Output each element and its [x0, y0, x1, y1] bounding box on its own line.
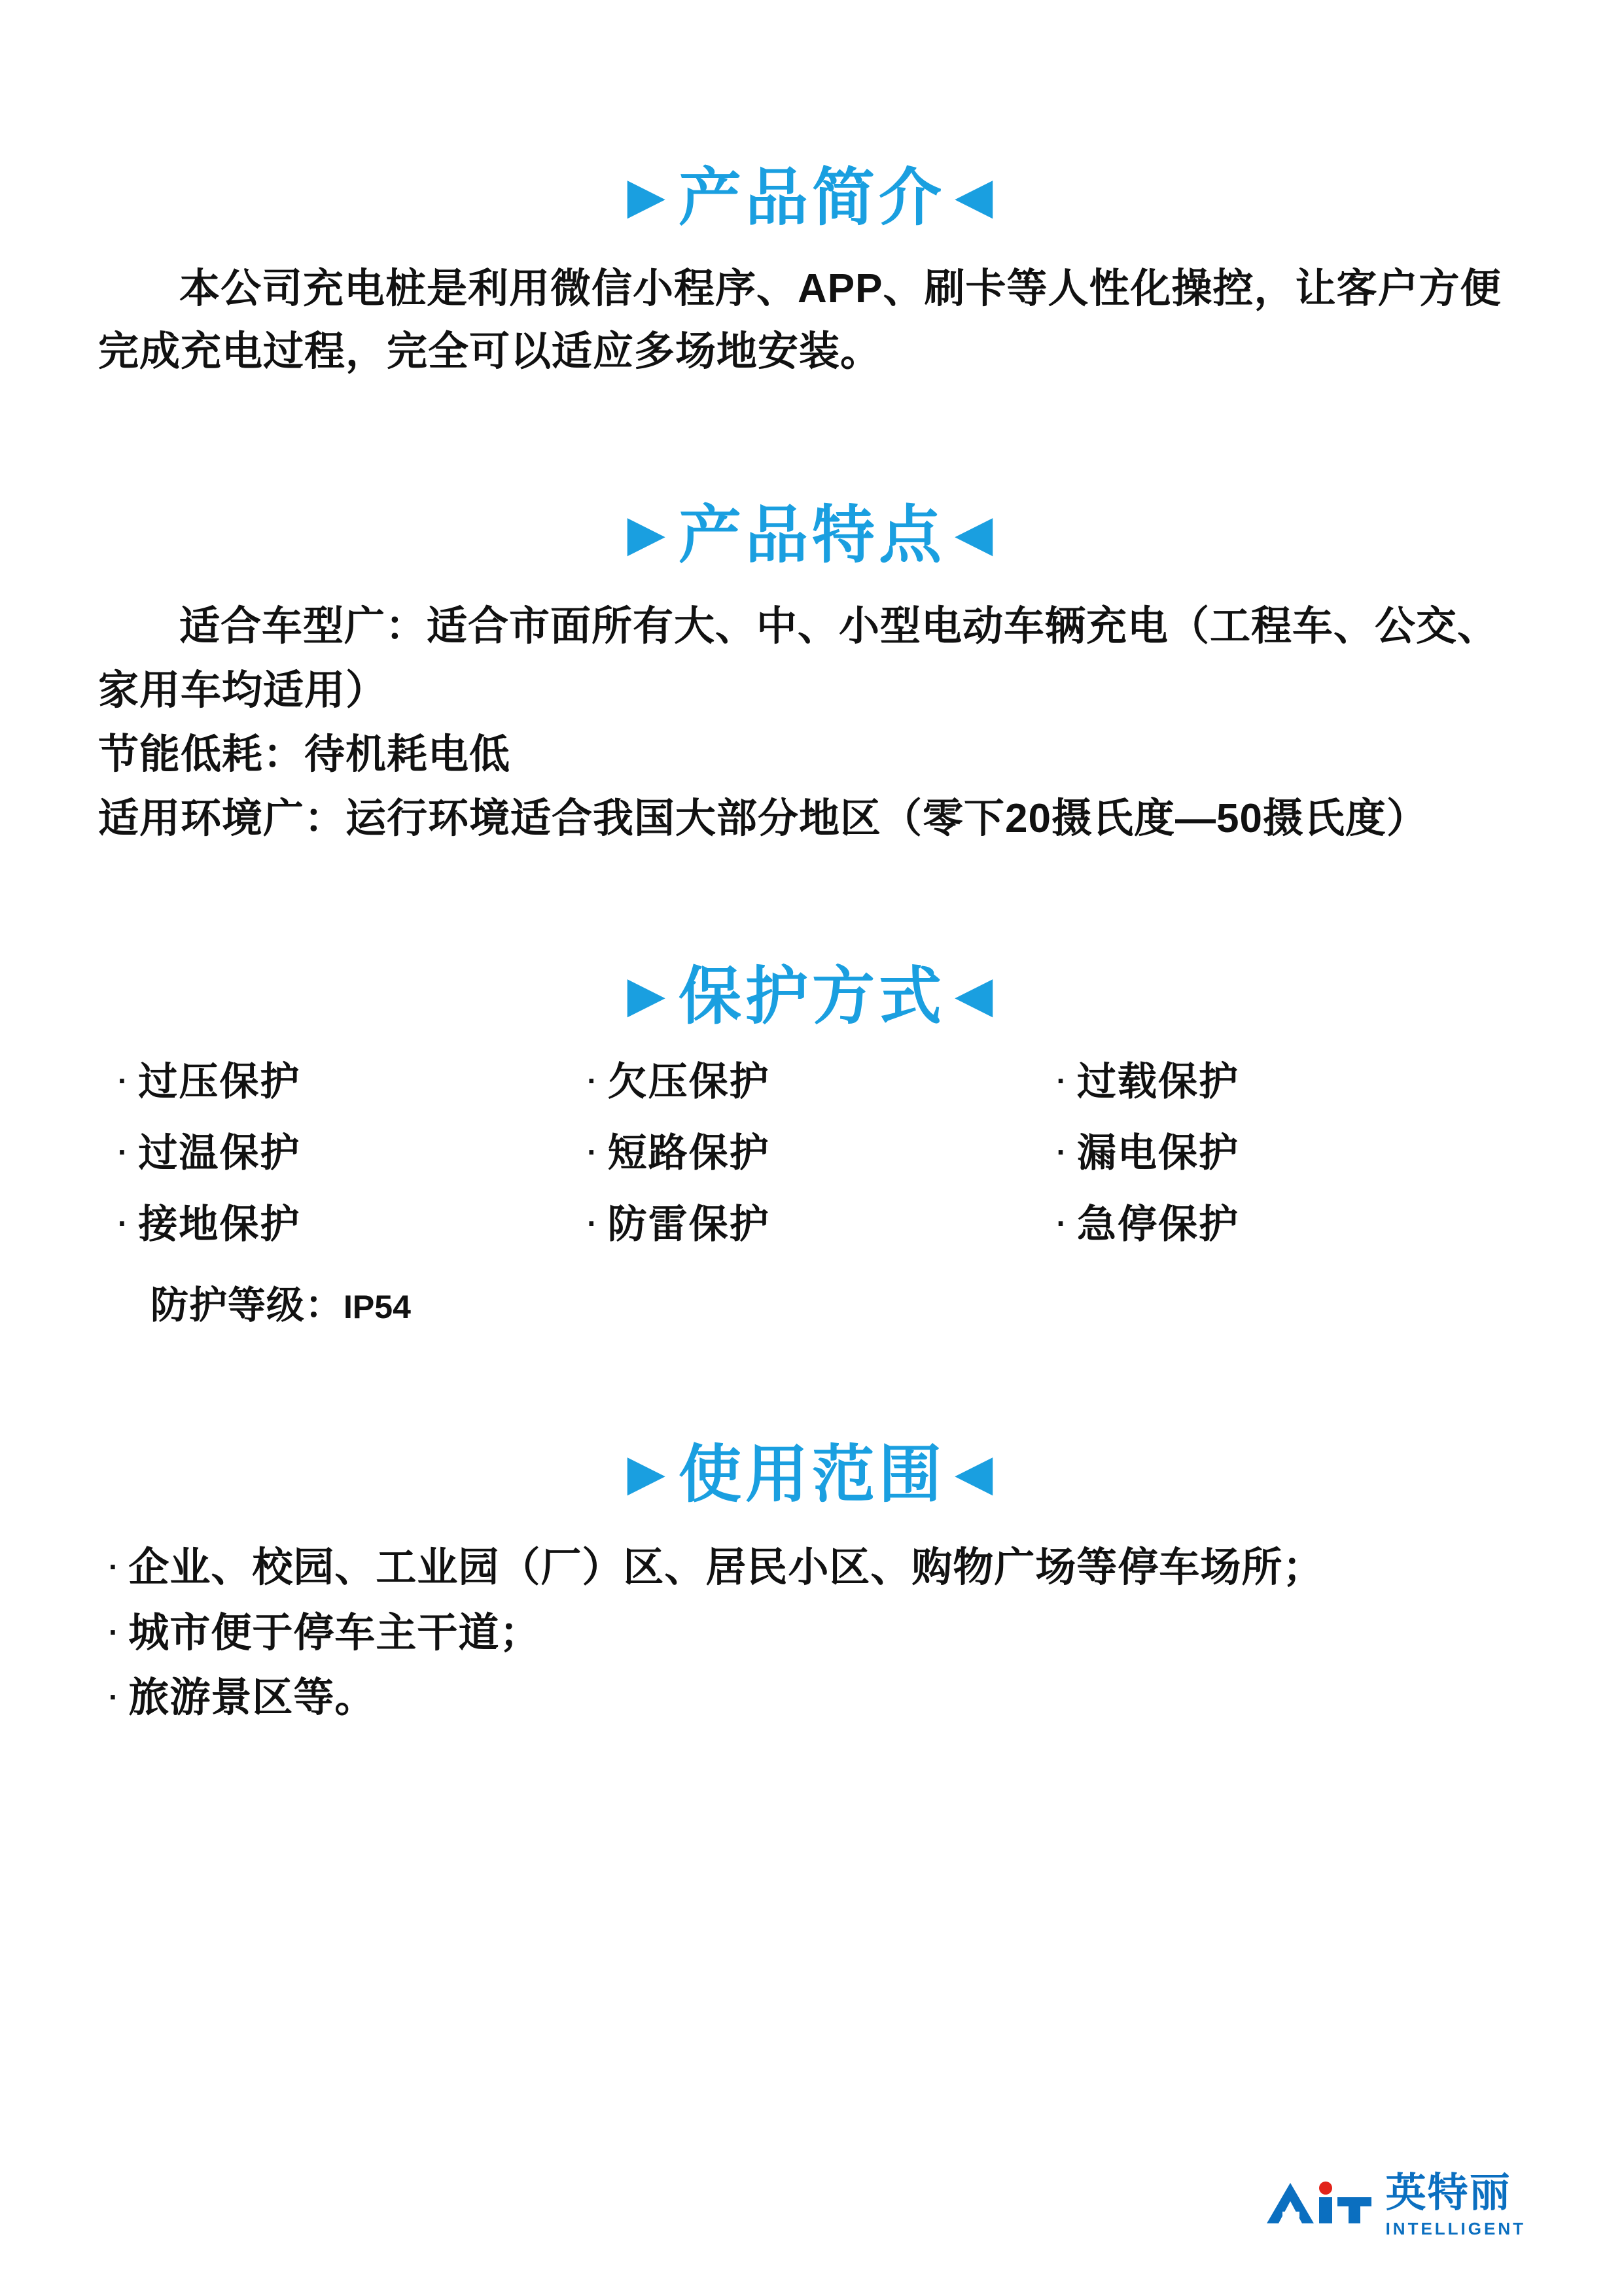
- protection-item: [1057, 1126, 1526, 1179]
- section-heading-usage: [98, 1440, 1526, 1510]
- bullet-icon: ·: [109, 1679, 120, 1714]
- bullet-icon: ·: [1056, 1063, 1068, 1098]
- protection-item: [1057, 1055, 1526, 1108]
- triangle-left-icon: ▶: [627, 1444, 669, 1501]
- feature-line-1: 适合车型广：适合市面所有大、中、小型电动车辆充电（工程车、公交、家用车均适用）: [98, 604, 1499, 714]
- protection-item-label: 过压保护: [138, 1059, 301, 1104]
- logo-name-cn: 英特丽: [1385, 2170, 1511, 2216]
- protection-item: [118, 1126, 587, 1179]
- triangle-right-icon: ◀: [955, 967, 997, 1023]
- usage-item-label: 旅游景区等。: [128, 1675, 376, 1720]
- protection-item-label: 欠压保护: [607, 1059, 770, 1104]
- triangle-left-icon: ▶: [627, 168, 669, 224]
- protection-item-label: 急停保护: [1076, 1202, 1239, 1246]
- section-title-text: 保护方式: [679, 962, 945, 1032]
- logo-text: [1385, 2170, 1526, 2238]
- protection-item-label: 过载保护: [1076, 1059, 1239, 1104]
- section-title-text: 使用范围: [679, 1439, 945, 1510]
- ip-rating-value: IP54: [344, 1288, 411, 1325]
- bullet-icon: ·: [118, 1134, 130, 1169]
- logo-mark-icon: [1264, 2175, 1374, 2235]
- usage-list: [98, 1535, 1526, 1730]
- triangle-right-icon: ◀: [955, 168, 997, 224]
- bullet-icon: ·: [1056, 1134, 1068, 1169]
- bullet-icon: ·: [587, 1063, 599, 1098]
- spacer-3: [98, 1329, 1526, 1440]
- features-body: [98, 595, 1526, 851]
- section-heading-features: [98, 501, 1526, 570]
- section-heading-intro: [98, 164, 1526, 233]
- protection-item-label: 接地保护: [138, 1202, 301, 1246]
- intro-paragraph: 本公司充电桩是利用微信小程序、APP、刷卡等人性化操控，让客户方便完成充电过程，完全可以适应多场地安装。: [98, 266, 1502, 374]
- protection-item-label: 过温保护: [138, 1130, 301, 1175]
- protection-grid: [98, 1055, 1526, 1251]
- bullet-icon: ·: [118, 1063, 130, 1098]
- ip-rating-line: [98, 1274, 1526, 1329]
- triangle-left-icon: ▶: [627, 505, 669, 561]
- bullet-icon: ·: [109, 1614, 120, 1649]
- intro-body: [98, 258, 1526, 383]
- protection-item: [587, 1055, 1056, 1108]
- spacer-2: [98, 851, 1526, 962]
- section-title-text: 产品简介: [679, 163, 945, 233]
- feature-line-3: 适用环境广：运行环境适合我国大部分地区（零下20摄氏度—50摄氏度）: [98, 796, 1428, 842]
- bullet-icon: ·: [118, 1206, 130, 1240]
- triangle-right-icon: ◀: [955, 1444, 997, 1501]
- logo-name-en: INTELLIGENT: [1385, 2219, 1526, 2238]
- bullet-icon: ·: [587, 1134, 599, 1169]
- spacer-1: [98, 383, 1526, 501]
- usage-item: [109, 1601, 1526, 1665]
- protection-item-label: 防雷保护: [607, 1202, 770, 1246]
- protection-item: [1057, 1198, 1526, 1251]
- triangle-right-icon: ◀: [955, 505, 997, 561]
- protection-item: [587, 1198, 1056, 1251]
- spacer-top: [98, 0, 1526, 164]
- ip-rating-label: 防护等级：: [150, 1283, 344, 1327]
- protection-item-label: 漏电保护: [1076, 1130, 1239, 1175]
- usage-item-label: 企业、校园、工业园（厂）区、居民小区、购物广场等停车场所；: [128, 1545, 1324, 1591]
- section-title-text: 产品特点: [679, 500, 945, 570]
- protection-item: [118, 1055, 587, 1108]
- triangle-left-icon: ▶: [627, 967, 669, 1023]
- protection-item: [587, 1126, 1056, 1179]
- usage-item: [109, 1535, 1526, 1600]
- protection-item: [118, 1198, 587, 1251]
- feature-line-2: 节能低耗：待机耗电低: [98, 732, 511, 778]
- bullet-icon: ·: [587, 1206, 599, 1240]
- protection-item-label: 短路保护: [607, 1130, 770, 1175]
- bullet-icon: ·: [109, 1550, 120, 1584]
- brand-logo: [1264, 2170, 1526, 2238]
- usage-item: [109, 1665, 1526, 1730]
- usage-item-label: 城市便于停车主干道；: [128, 1610, 541, 1656]
- bullet-icon: ·: [1056, 1206, 1068, 1240]
- section-heading-protection: [98, 962, 1526, 1032]
